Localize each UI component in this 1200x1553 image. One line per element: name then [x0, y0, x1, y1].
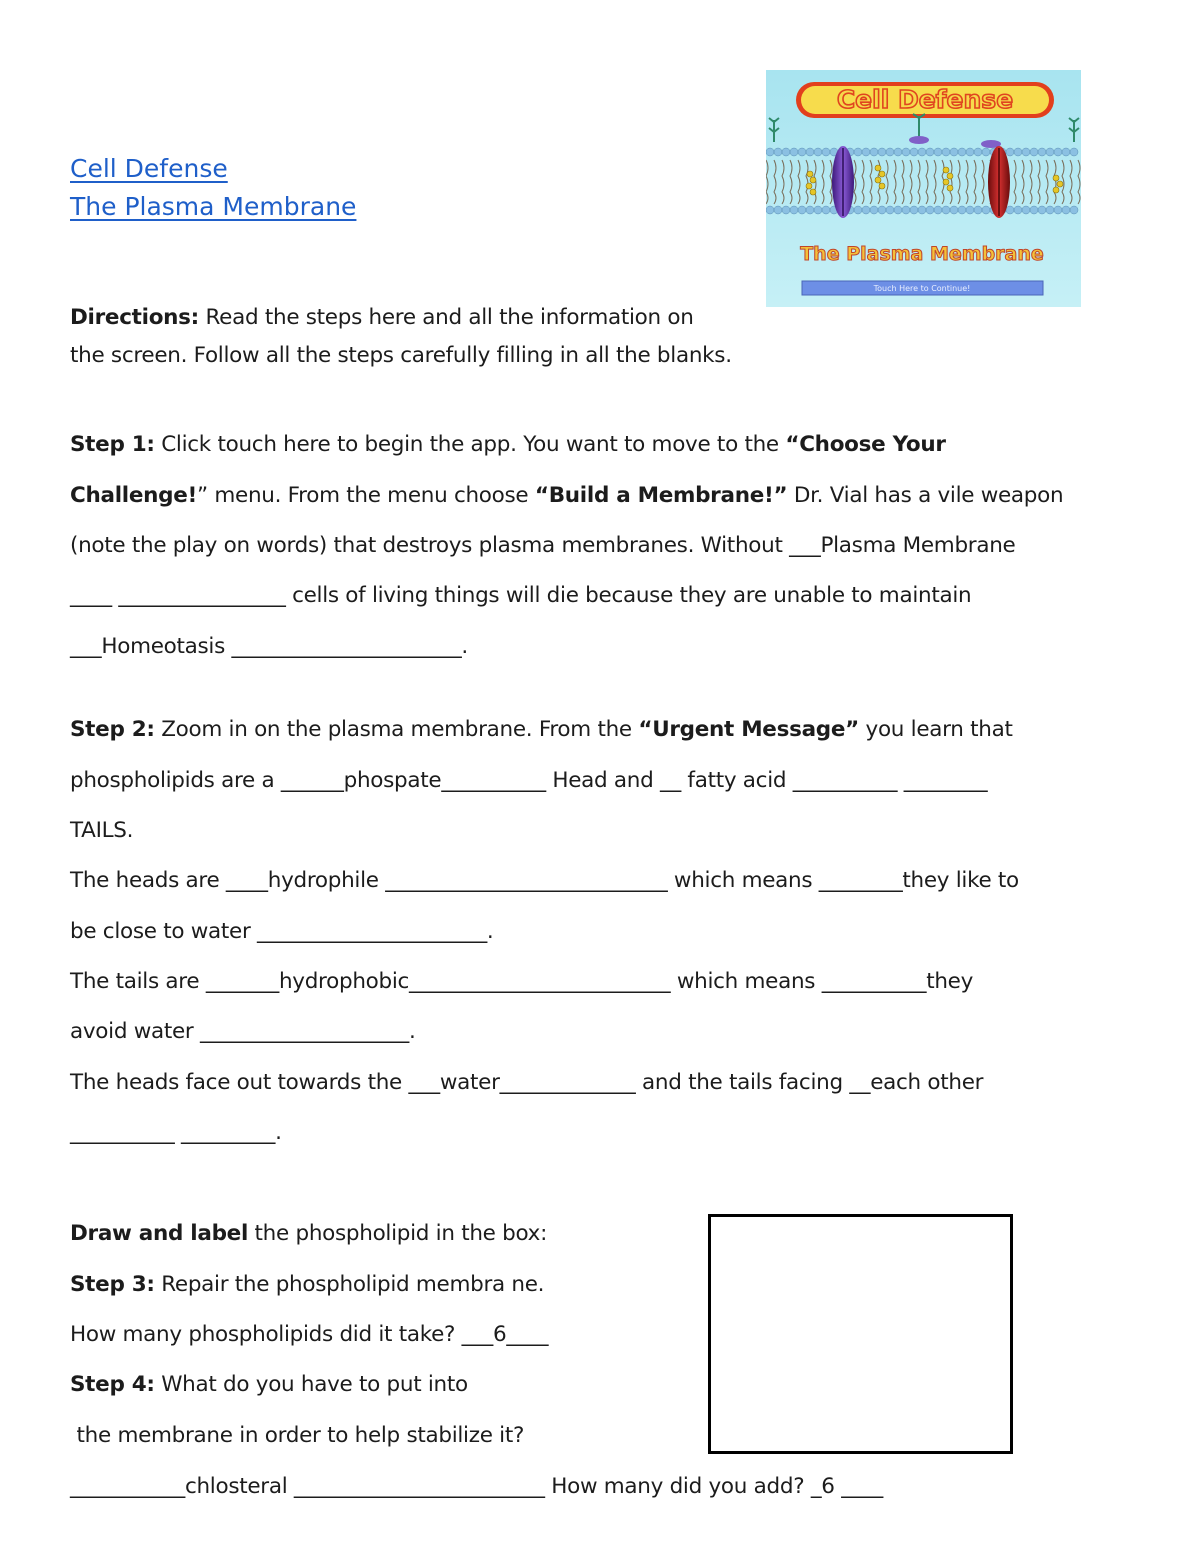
glycoprotein-icon	[909, 136, 929, 144]
step1-line-1	[70, 432, 946, 457]
draw-label-line	[70, 1221, 547, 1246]
protein-channel-left	[832, 146, 854, 218]
step4-line-2: the membrane in order to help stabilize it?	[70, 1423, 525, 1448]
cell-defense-screenshot	[766, 70, 1081, 307]
step4-line-3: ___________chlosteral ________________________ How many did you add? _6 ____	[70, 1474, 884, 1499]
step1-label: Step 1:	[70, 432, 155, 457]
step3-text: Repair the phospholipid membra ne.	[154, 1272, 545, 1297]
step1-line-5: ___Homeotasis ______________________.	[70, 634, 468, 659]
step1-choose-your: “Choose Your	[785, 432, 946, 457]
step2-line-7: avoid water ____________________.	[70, 1019, 416, 1044]
banner-title: Cell Defense	[836, 85, 1014, 114]
step2-text: Zoom in on the plasma membrane. From the	[154, 717, 639, 742]
step2-urgent-message: “Urgent Message”	[638, 717, 859, 742]
step2-line-9: __________ _________.	[70, 1120, 282, 1145]
step4-line-1	[70, 1372, 468, 1397]
title-line-2[interactable]: The Plasma Membrane	[70, 192, 357, 221]
directions-line-2: the screen. Follow all the steps carefully filling in all the blanks.	[70, 343, 732, 368]
step1-line-3: (note the play on words) that destroys plasma membranes. Without ___Plasma Membrane	[70, 533, 1016, 558]
protein-channel-right	[988, 146, 1010, 218]
step4-text: What do you have to put into	[154, 1372, 468, 1397]
step4-label: Step 4:	[70, 1372, 155, 1397]
page-title	[70, 150, 356, 226]
step1-vial-text: Dr. Vial has a vile weapon	[787, 483, 1064, 508]
step1-line-2	[70, 483, 1063, 508]
step1-menu-text: ” menu. From the menu choose	[197, 483, 535, 508]
step1-build-membrane: “Build a Membrane!”	[534, 483, 788, 508]
step1-challenge: Challenge!	[70, 483, 197, 508]
step3-line-1	[70, 1272, 544, 1297]
draw-text: the phospholipid in the box:	[248, 1221, 548, 1246]
step2-label: Step 2:	[70, 717, 155, 742]
phospholipid-drawing-box[interactable]	[708, 1214, 1013, 1454]
step2-line-8: The heads face out towards the ___water_____________ and the tails facing __each other	[70, 1070, 984, 1095]
step2-line-6: The tails are _______hydrophobic_________________________ which means __________they	[70, 969, 974, 994]
step2-line-5: be close to water ______________________.	[70, 919, 494, 944]
figure-subtitle: The Plasma Membrane	[800, 243, 1044, 265]
directions-text-1: Read the steps here and all the information on	[198, 305, 694, 330]
step2-line-2: phospholipids are a ______phospate__________ Head and __ fatty acid __________ ________	[70, 768, 988, 793]
step2-learn-text: you learn that	[859, 717, 1013, 742]
step2-line-1	[70, 717, 1013, 742]
phospholipid-heads-top	[766, 148, 1078, 156]
continue-button-label[interactable]: Touch Here to Continue!	[873, 284, 971, 293]
step2-line-4: The heads are ____hydrophile ___________________________ which means ________they like to	[70, 868, 1019, 893]
step1-line-4: ____ ________________ cells of living things will die because they are unable to maintain	[70, 583, 972, 608]
directions-line-1	[70, 305, 694, 330]
draw-label: Draw and label	[70, 1221, 249, 1246]
phospholipid-heads-bottom	[766, 206, 1078, 214]
step3-question: How many phospholipids did it take? ___6____	[70, 1322, 549, 1347]
step2-line-3: TAILS.	[70, 818, 134, 843]
title-line-1[interactable]: Cell Defense	[70, 154, 228, 183]
step3-label: Step 3:	[70, 1272, 155, 1297]
step1-text: Click touch here to begin the app. You want to move to the	[154, 432, 786, 457]
directions-label: Directions:	[70, 305, 199, 330]
